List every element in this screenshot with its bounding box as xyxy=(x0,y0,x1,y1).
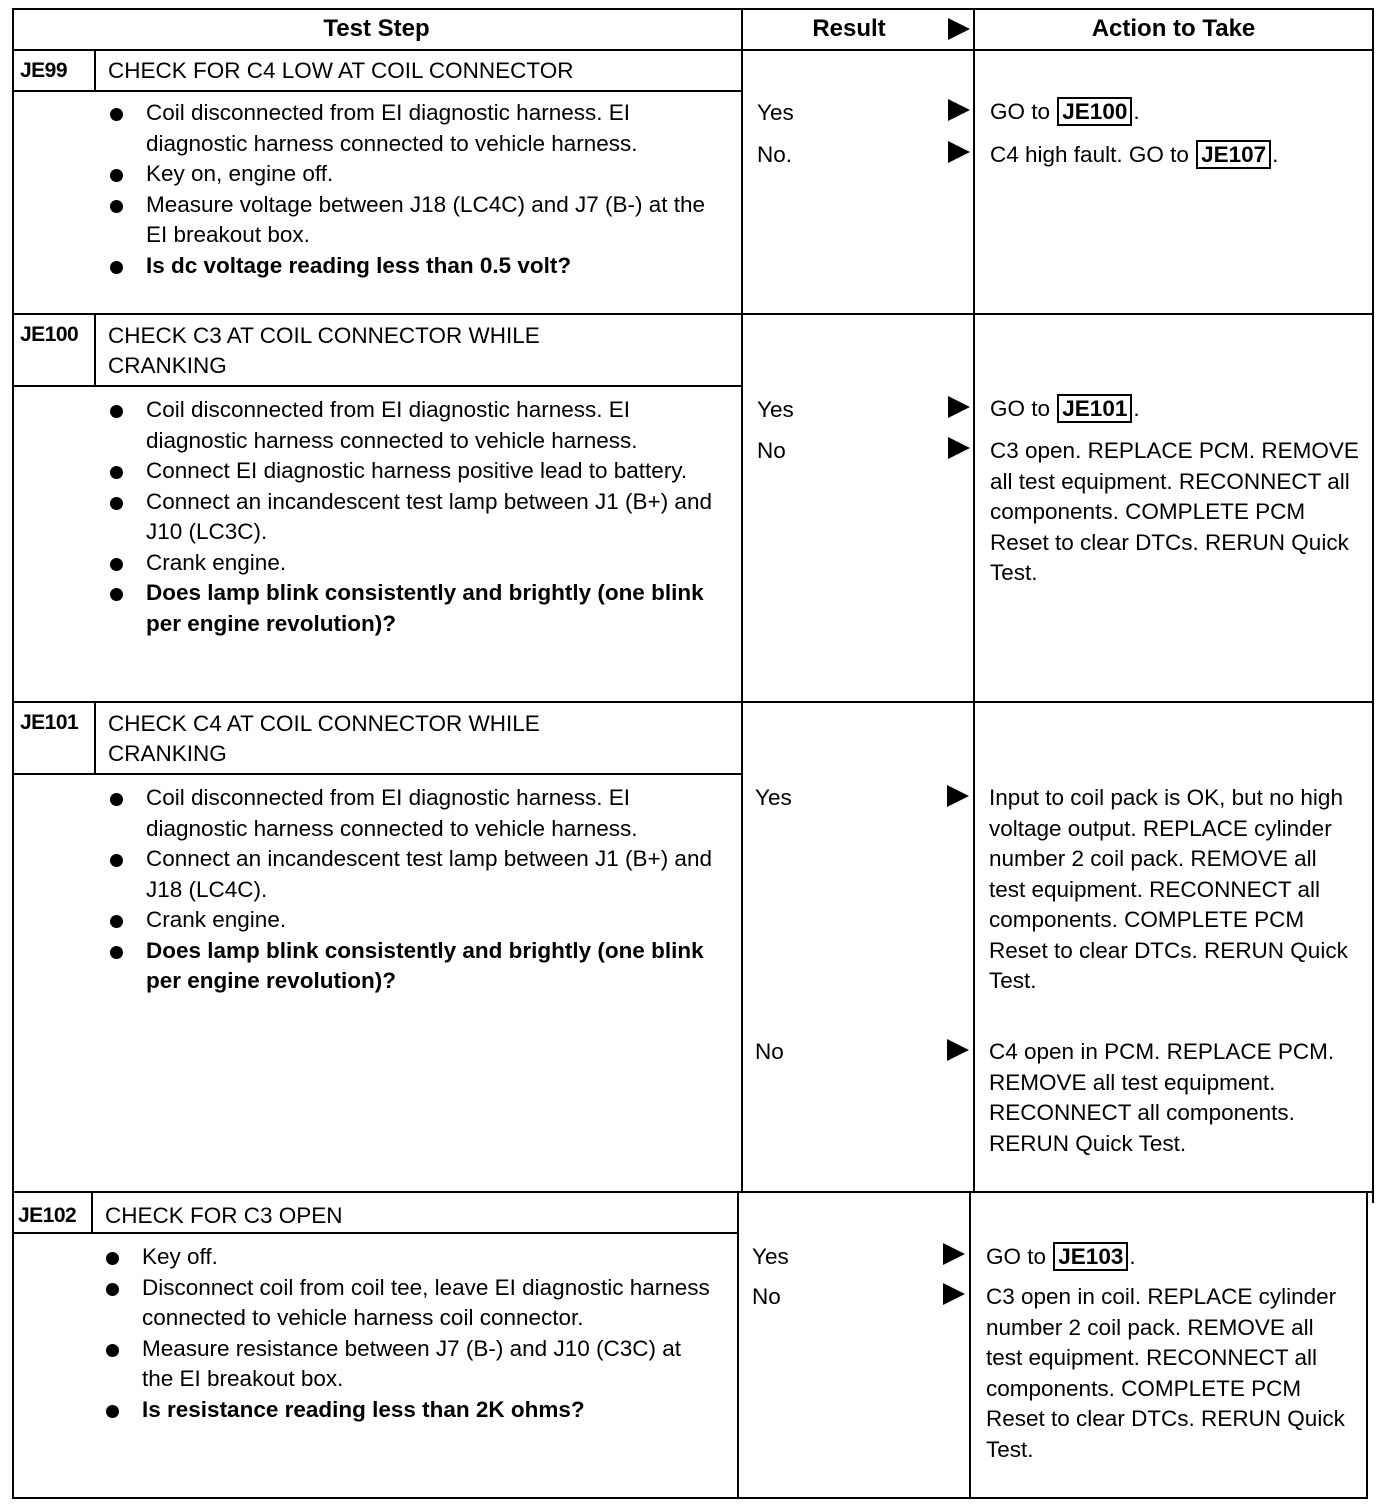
step-id: JE100 xyxy=(20,323,79,346)
instruction-item: Disconnect coil from coil tee, leave EI diagnostic harness connected to vehicle harness coil connector. xyxy=(102,1273,712,1334)
action-no: C4 open in PCM. REPLACE PCM. REMOVE all test equipment. RECONNECT all components. RERUN Quick Test. xyxy=(989,1039,1335,1156)
result-no: No xyxy=(755,1039,784,1064)
col-divider-result-lower xyxy=(737,1193,739,1499)
action-yes: Input to coil pack is OK, but no high voltage output. REPLACE cylinder number 2 coil pack. REMOVE all test equipment. RECONNECT all components. COMPLETE PCM Reset to clear DTCs. RERUN Quick Test. xyxy=(989,785,1348,993)
step-title: CHECK FOR C4 LOW AT COIL CONNECTOR xyxy=(108,58,574,83)
bullet-icon xyxy=(106,1405,119,1418)
bullet-icon xyxy=(110,558,123,571)
bullet-icon xyxy=(106,1283,119,1296)
row-divider-3 xyxy=(12,1191,1374,1193)
question-item: Does lamp blink consistently and brightly (one blink per engine revolution)? xyxy=(106,936,721,997)
bullet-icon xyxy=(110,946,123,959)
bullet-icon xyxy=(110,793,123,806)
instruction-item: Crank engine. xyxy=(106,905,721,936)
bullet-icon xyxy=(110,169,123,182)
bullet-icon xyxy=(106,1252,119,1265)
row-divider-2 xyxy=(12,701,1374,703)
result-yes: Yes xyxy=(757,397,794,422)
action-no: C4 high fault. GO to JE107 . xyxy=(990,142,1279,167)
header-result: Result xyxy=(812,15,886,42)
step-instructions xyxy=(106,395,721,639)
instruction-item: Coil disconnected from EI diagnostic harness. EI diagnostic harness connected to vehicle harness. xyxy=(106,395,721,456)
result-no: No. xyxy=(757,142,793,167)
action-yes: GO to JE101 . xyxy=(990,396,1140,421)
bullet-icon xyxy=(110,466,123,479)
arrow-right-icon xyxy=(943,1243,965,1265)
bullet-icon xyxy=(110,588,123,601)
step-instructions xyxy=(106,783,721,997)
table-top-border xyxy=(12,8,1374,10)
col-divider-action-lower xyxy=(969,1193,971,1499)
arrow-right-icon xyxy=(947,1039,969,1061)
instruction-item: Key on, engine off. xyxy=(106,159,721,190)
bullet-icon xyxy=(110,108,123,121)
step-id: JE101 xyxy=(20,711,79,734)
id-divider-2 xyxy=(94,313,96,385)
question-item: Is resistance reading less than 2K ohms? xyxy=(102,1395,712,1426)
arrow-right-icon xyxy=(947,785,969,807)
arrow-right-icon xyxy=(948,437,970,459)
step-reference-link[interactable]: JE103 xyxy=(1053,1242,1128,1271)
result-no: No xyxy=(752,1284,781,1309)
step-id: JE102 xyxy=(18,1204,77,1227)
step-reference-link[interactable]: JE107 xyxy=(1196,140,1271,169)
arrow-right-icon xyxy=(948,396,970,418)
bullet-icon xyxy=(106,1344,119,1357)
result-yes: Yes xyxy=(757,100,794,125)
col-divider-action xyxy=(973,8,975,1193)
result-yes: Yes xyxy=(752,1244,789,1269)
bullet-icon xyxy=(110,405,123,418)
question-item: Does lamp blink consistently and brightly (one blink per engine revolution)? xyxy=(106,578,721,639)
header-action: Action to Take xyxy=(1091,15,1256,42)
instruction-item: Crank engine. xyxy=(106,548,721,579)
id-divider-1 xyxy=(94,49,96,91)
instruction-item: Connect an incandescent test lamp between J1 (B+) and J10 (LC3C). xyxy=(106,487,721,548)
arrow-right-icon xyxy=(948,99,970,121)
title-box-bottom-3 xyxy=(12,773,741,775)
arrow-right-icon xyxy=(948,18,970,40)
title-box-bottom-1 xyxy=(12,90,741,92)
step-id: JE99 xyxy=(20,59,68,82)
action-yes: GO to JE100 . xyxy=(990,99,1140,124)
step-instructions xyxy=(102,1242,712,1425)
arrow-right-icon xyxy=(943,1283,965,1305)
title-box-bottom-2 xyxy=(12,385,741,387)
instruction-item: Key off. xyxy=(102,1242,712,1273)
result-no: No xyxy=(757,438,786,463)
action-no: C3 open. REPLACE PCM. REMOVE all test equipment. RECONNECT all components. COMPLETE PCM Reset to clear DTCs. RERUN Quick Test. xyxy=(990,438,1359,585)
instruction-item: Measure voltage between J18 (LC4C) and J7 (B-) at the EI breakout box. xyxy=(106,190,721,251)
action-no: C3 open in coil. REPLACE cylinder number 2 coil pack. REMOVE all test equipment. RECONNECT all components. COMPLETE PCM Reset to clear DTCs. RERUN Quick Test. xyxy=(986,1284,1345,1462)
step-reference-link[interactable]: JE101 xyxy=(1057,394,1132,423)
arrow-right-icon xyxy=(948,141,970,163)
table-bottom-border xyxy=(12,1497,1368,1499)
bullet-icon xyxy=(110,261,123,274)
instruction-item: Connect EI diagnostic harness positive lead to battery. xyxy=(106,456,721,487)
instruction-item: Coil disconnected from EI diagnostic harness. EI diagnostic harness connected to vehicle harness. xyxy=(106,783,721,844)
step-title: CHECK C3 AT COIL CONNECTOR WHILE CRANKING xyxy=(108,323,540,378)
step-title: CHECK FOR C3 OPEN xyxy=(105,1203,343,1228)
id-divider-4 xyxy=(91,1191,93,1233)
bullet-icon xyxy=(110,497,123,510)
step-title: CHECK C4 AT COIL CONNECTOR WHILE CRANKING xyxy=(108,711,540,766)
header-test-step: Test Step xyxy=(323,15,430,42)
bullet-icon xyxy=(110,915,123,928)
action-yes: GO to JE103 . xyxy=(986,1244,1136,1269)
table-right-border xyxy=(1372,8,1374,1203)
bullet-icon xyxy=(110,200,123,213)
row-divider-1 xyxy=(12,313,1374,315)
instruction-item: Connect an incandescent test lamp between J1 (B+) and J18 (LC4C). xyxy=(106,844,721,905)
table-left-border xyxy=(12,8,14,1499)
result-yes: Yes xyxy=(755,785,792,810)
col-divider-result xyxy=(741,8,743,1193)
question-item: Is dc voltage reading less than 0.5 volt? xyxy=(106,251,721,282)
step-instructions xyxy=(106,98,721,281)
title-box-bottom-4 xyxy=(12,1232,737,1234)
step-reference-link[interactable]: JE100 xyxy=(1057,97,1132,126)
table-right-border-lower xyxy=(1366,1193,1368,1499)
bullet-icon xyxy=(110,854,123,867)
instruction-item: Measure resistance between J7 (B-) and J10 (C3C) at the EI breakout box. xyxy=(102,1334,712,1395)
id-divider-3 xyxy=(94,701,96,773)
instruction-item: Coil disconnected from EI diagnostic harness. EI diagnostic harness connected to vehicle harness. xyxy=(106,98,721,159)
header-bottom-border xyxy=(12,49,1374,51)
